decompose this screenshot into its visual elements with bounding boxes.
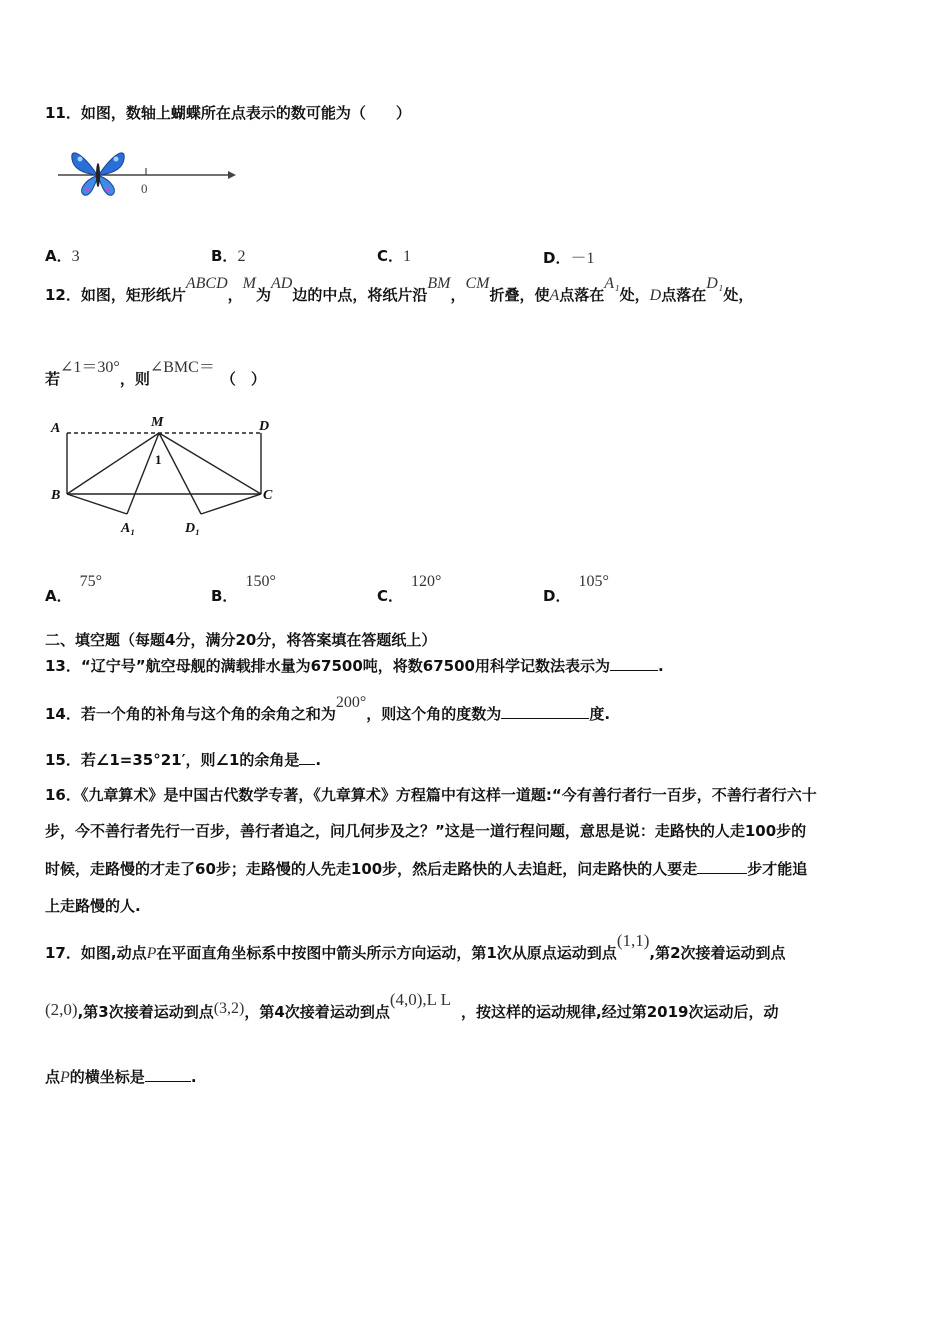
edge-ma1 xyxy=(127,433,159,514)
label-a: A xyxy=(51,421,61,436)
q11-option-c[interactable]: C．1 xyxy=(377,247,412,265)
q17-line1: 17．如图,动点P在平面直角坐标系中按图中箭头所示方向运动，第1次从原点运动到点(1,1),第2次接着运动到点 xyxy=(45,931,786,962)
zero-label: 0 xyxy=(141,181,148,196)
label-b: B xyxy=(51,488,61,503)
edge-cd1 xyxy=(201,494,261,514)
q12-option-b[interactable]: B．150° xyxy=(211,573,276,605)
q15: 15．若∠1=35°21′，则∠1的余角是 . xyxy=(45,751,322,769)
label-angle-1: 1 xyxy=(155,452,162,467)
q12-option-a[interactable]: A．75° xyxy=(45,573,103,605)
q17-line2: (2,0),第3次接着运动到点(3,2)，第4次接着运动到点(4,0),L L，按这样的运动规律,经过第2019次运动后，动 xyxy=(45,990,779,1021)
q16-answer-blank[interactable] xyxy=(697,859,747,874)
fold-bm xyxy=(67,433,159,494)
q16-line2: 步，今不善行者先行一百步，善行者追之，问几何步及之？”这是一道行程问题，意思是说：走路快的人走100步的 xyxy=(45,822,807,840)
q12-line2: 若∠1＝30°，则∠BMC＝（ ） xyxy=(45,359,266,388)
q13-answer-blank[interactable] xyxy=(610,656,658,671)
q12-option-d[interactable]: D．105° xyxy=(543,573,609,605)
label-m: M xyxy=(151,415,164,430)
q13: 13．“辽宁号”航空母舰的满载排水量为67500吨，将数67500用科学记数法表示为 . xyxy=(45,657,664,675)
q15-answer-blank[interactable] xyxy=(299,750,315,765)
q16-line3: 时候，走路慢的才走了60步；走路慢的人先走100步，然后走路快的人去追赶，问走路快的人要走 步才能追 xyxy=(45,860,808,878)
label-a1: A₁ xyxy=(121,521,136,536)
edge-ba1 xyxy=(67,494,127,514)
label-c: C xyxy=(263,488,273,503)
number-line-figure xyxy=(52,145,242,205)
q16-line1: 16．《九章算术》是中国古代数学专著，《九章算术》方程篇中有这样一道题:“今有善行者行一百步，不善行者行六十 xyxy=(45,786,817,804)
q12-option-c[interactable]: C．120° xyxy=(377,573,442,605)
section-2-heading: 二、填空题（每题4分，满分20分，将答案填在答题纸上） xyxy=(45,631,437,649)
q12-line1: 12．如图，矩形纸片ABCD，M为AD边的中点，将纸片沿BM，CM折叠，使A点落在A₁处，D点落在D₁处， xyxy=(45,275,754,304)
q14-answer-blank[interactable] xyxy=(501,704,589,719)
q17-line3: 点P的横坐标是 . xyxy=(45,1068,197,1086)
label-d: D xyxy=(259,419,270,434)
q11-option-d[interactable]: D．－1 xyxy=(543,249,595,267)
q16-line4: 上走路慢的人. xyxy=(45,897,141,915)
q14: 14．若一个角的补角与这个角的余角之和为200°，则这个角的度数为 度. xyxy=(45,694,611,723)
q11-stem: 11．如图，数轴上蝴蝶所在点表示的数可能为（ ） xyxy=(45,104,411,122)
butterfly-icon xyxy=(72,153,124,195)
label-d1: D₁ xyxy=(185,521,200,536)
q17-answer-blank[interactable] xyxy=(145,1067,191,1082)
rectangle-fold-figure xyxy=(45,410,285,540)
q11-option-a[interactable]: A．3 xyxy=(45,247,80,265)
q11-option-b[interactable]: B．2 xyxy=(211,247,246,265)
number-line-arrow xyxy=(228,171,236,179)
